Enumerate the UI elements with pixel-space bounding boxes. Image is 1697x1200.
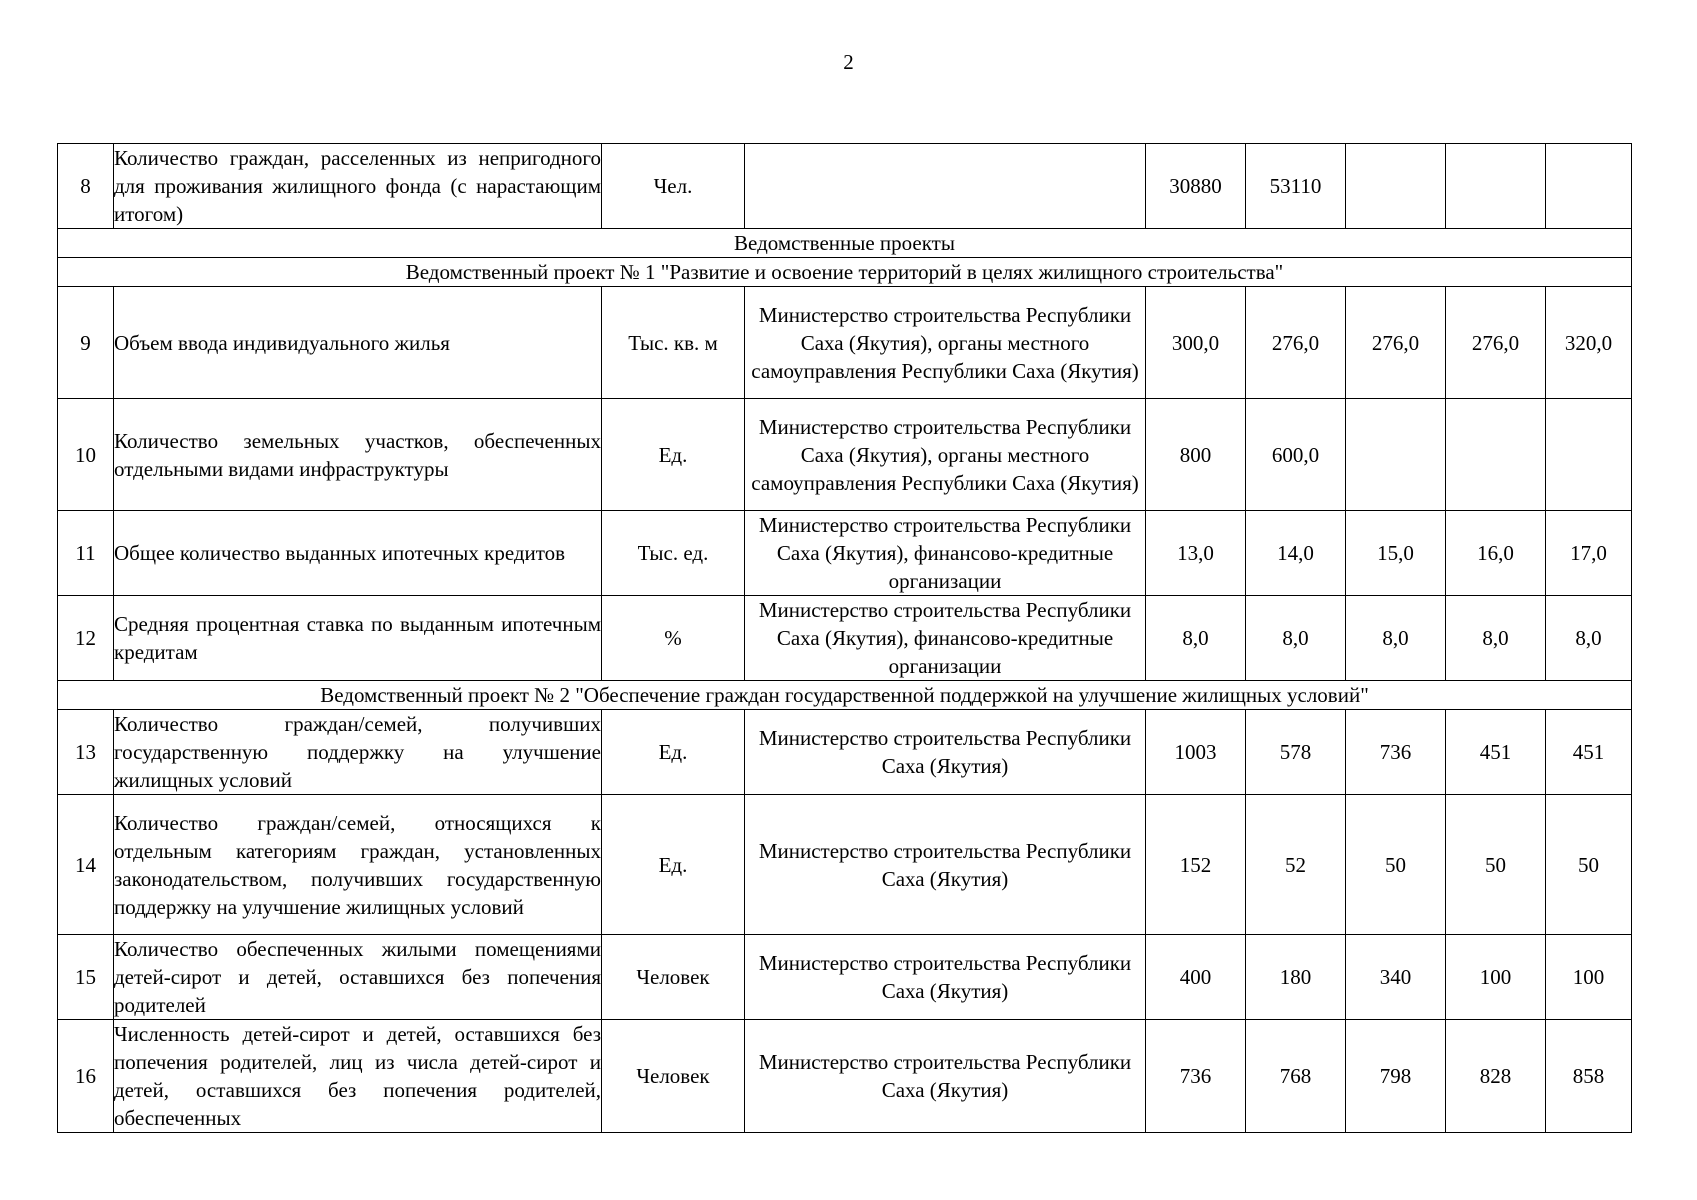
value-cell: 276,0 [1346, 287, 1446, 399]
indicator-name: Количество земельных участков, обеспеченных отдельными видами инфраструктуры [114, 399, 602, 511]
value-cell: 8,0 [1546, 596, 1632, 681]
responsible-cell: Министерство строительства Республики Саха (Якутия) [745, 795, 1146, 935]
indicator-name: Количество граждан/семей, относящихся к отдельным категориям граждан, установленных законодательством, получивших государственную поддержку на улучшение жилищных условий [114, 795, 602, 935]
section-title: Ведомственный проект № 1 "Развитие и освоение территорий в целях жилищного строительства" [58, 258, 1632, 287]
value-cell: 276,0 [1446, 287, 1546, 399]
row-number: 10 [58, 399, 114, 511]
responsible-cell [745, 144, 1146, 229]
value-cell: 800 [1146, 399, 1246, 511]
value-cell: 13,0 [1146, 511, 1246, 596]
value-cell: 53110 [1246, 144, 1346, 229]
value-cell: 8,0 [1446, 596, 1546, 681]
indicator-name: Численность детей-сирот и детей, оставшихся без попечения родителей, лиц из числа детей-сирот и детей, оставшихся без попечения родителей, обеспеченных [114, 1020, 602, 1133]
table-row [58, 511, 1632, 596]
table-row [58, 287, 1632, 399]
unit-cell: Ед. [602, 795, 745, 935]
table-row [58, 144, 1632, 229]
value-cell: 768 [1246, 1020, 1346, 1133]
responsible-cell: Министерство строительства Республики Саха (Якутия) [745, 935, 1146, 1020]
value-cell: 16,0 [1446, 511, 1546, 596]
value-cell: 14,0 [1246, 511, 1346, 596]
responsible-cell: Министерство строительства Республики Саха (Якутия), органы местного самоуправления Республики Саха (Якутия) [745, 287, 1146, 399]
value-cell [1346, 399, 1446, 511]
value-cell: 8,0 [1146, 596, 1246, 681]
unit-cell: Ед. [602, 399, 745, 511]
value-cell: 276,0 [1246, 287, 1346, 399]
value-cell [1546, 399, 1632, 511]
value-cell: 340 [1346, 935, 1446, 1020]
value-cell: 451 [1546, 710, 1632, 795]
value-cell: 736 [1146, 1020, 1246, 1133]
value-cell [1446, 144, 1546, 229]
unit-cell: Ед. [602, 710, 745, 795]
value-cell: 858 [1546, 1020, 1632, 1133]
row-number: 9 [58, 287, 114, 399]
value-cell: 100 [1546, 935, 1632, 1020]
value-cell: 320,0 [1546, 287, 1632, 399]
unit-cell: Человек [602, 935, 745, 1020]
value-cell: 600,0 [1246, 399, 1346, 511]
value-cell: 50 [1346, 795, 1446, 935]
value-cell: 52 [1246, 795, 1346, 935]
responsible-cell: Министерство строительства Республики Саха (Якутия) [745, 1020, 1146, 1133]
value-cell: 736 [1346, 710, 1446, 795]
value-cell: 30880 [1146, 144, 1246, 229]
section-row [58, 258, 1632, 287]
table-row [58, 596, 1632, 681]
value-cell [1446, 399, 1546, 511]
responsible-cell: Министерство строительства Республики Саха (Якутия), финансово-кредитные организации [745, 596, 1146, 681]
value-cell: 300,0 [1146, 287, 1246, 399]
value-cell: 8,0 [1246, 596, 1346, 681]
row-number: 8 [58, 144, 114, 229]
value-cell: 17,0 [1546, 511, 1632, 596]
table-row [58, 1020, 1632, 1133]
value-cell: 50 [1546, 795, 1632, 935]
indicator-name: Количество граждан, расселенных из непригодного для проживания жилищного фонда (с нарастающим итогом) [114, 144, 602, 229]
responsible-cell: Министерство строительства Республики Саха (Якутия), финансово-кредитные организации [745, 511, 1146, 596]
section-title: Ведомственный проект № 2 "Обеспечение граждан государственной поддержкой на улучшение жилищных условий" [58, 681, 1632, 710]
value-cell: 798 [1346, 1020, 1446, 1133]
unit-cell: Чел. [602, 144, 745, 229]
row-number: 14 [58, 795, 114, 935]
unit-cell: Человек [602, 1020, 745, 1133]
table-row [58, 399, 1632, 511]
unit-cell: Тыс. кв. м [602, 287, 745, 399]
page-number: 2 [843, 50, 854, 74]
indicator-name: Объем ввода индивидуального жилья [114, 287, 602, 399]
table-row [58, 795, 1632, 935]
value-cell: 451 [1446, 710, 1546, 795]
responsible-cell: Министерство строительства Республики Саха (Якутия) [745, 710, 1146, 795]
value-cell: 100 [1446, 935, 1546, 1020]
row-number: 12 [58, 596, 114, 681]
value-cell: 578 [1246, 710, 1346, 795]
value-cell: 1003 [1146, 710, 1246, 795]
value-cell [1546, 144, 1632, 229]
unit-cell: Тыс. ед. [602, 511, 745, 596]
section-row [58, 229, 1632, 258]
row-number: 15 [58, 935, 114, 1020]
value-cell: 50 [1446, 795, 1546, 935]
responsible-cell: Министерство строительства Республики Саха (Якутия), органы местного самоуправления Республики Саха (Якутия) [745, 399, 1146, 511]
row-number: 11 [58, 511, 114, 596]
row-number: 13 [58, 710, 114, 795]
indicator-name: Общее количество выданных ипотечных кредитов [114, 511, 602, 596]
table-row [58, 710, 1632, 795]
indicator-name: Средняя процентная ставка по выданным ипотечным кредитам [114, 596, 602, 681]
value-cell: 8,0 [1346, 596, 1446, 681]
unit-cell: % [602, 596, 745, 681]
value-cell: 828 [1446, 1020, 1546, 1133]
section-title: Ведомственные проекты [58, 229, 1632, 258]
section-row [58, 681, 1632, 710]
table-row [58, 935, 1632, 1020]
row-number: 16 [58, 1020, 114, 1133]
indicator-name: Количество граждан/семей, получивших государственную поддержку на улучшение жилищных условий [114, 710, 602, 795]
value-cell: 180 [1246, 935, 1346, 1020]
value-cell: 400 [1146, 935, 1246, 1020]
value-cell: 152 [1146, 795, 1246, 935]
indicator-name: Количество обеспеченных жилыми помещениями детей-сирот и детей, оставшихся без попечения родителей [114, 935, 602, 1020]
value-cell: 15,0 [1346, 511, 1446, 596]
indicators-table [57, 143, 1632, 1133]
value-cell [1346, 144, 1446, 229]
